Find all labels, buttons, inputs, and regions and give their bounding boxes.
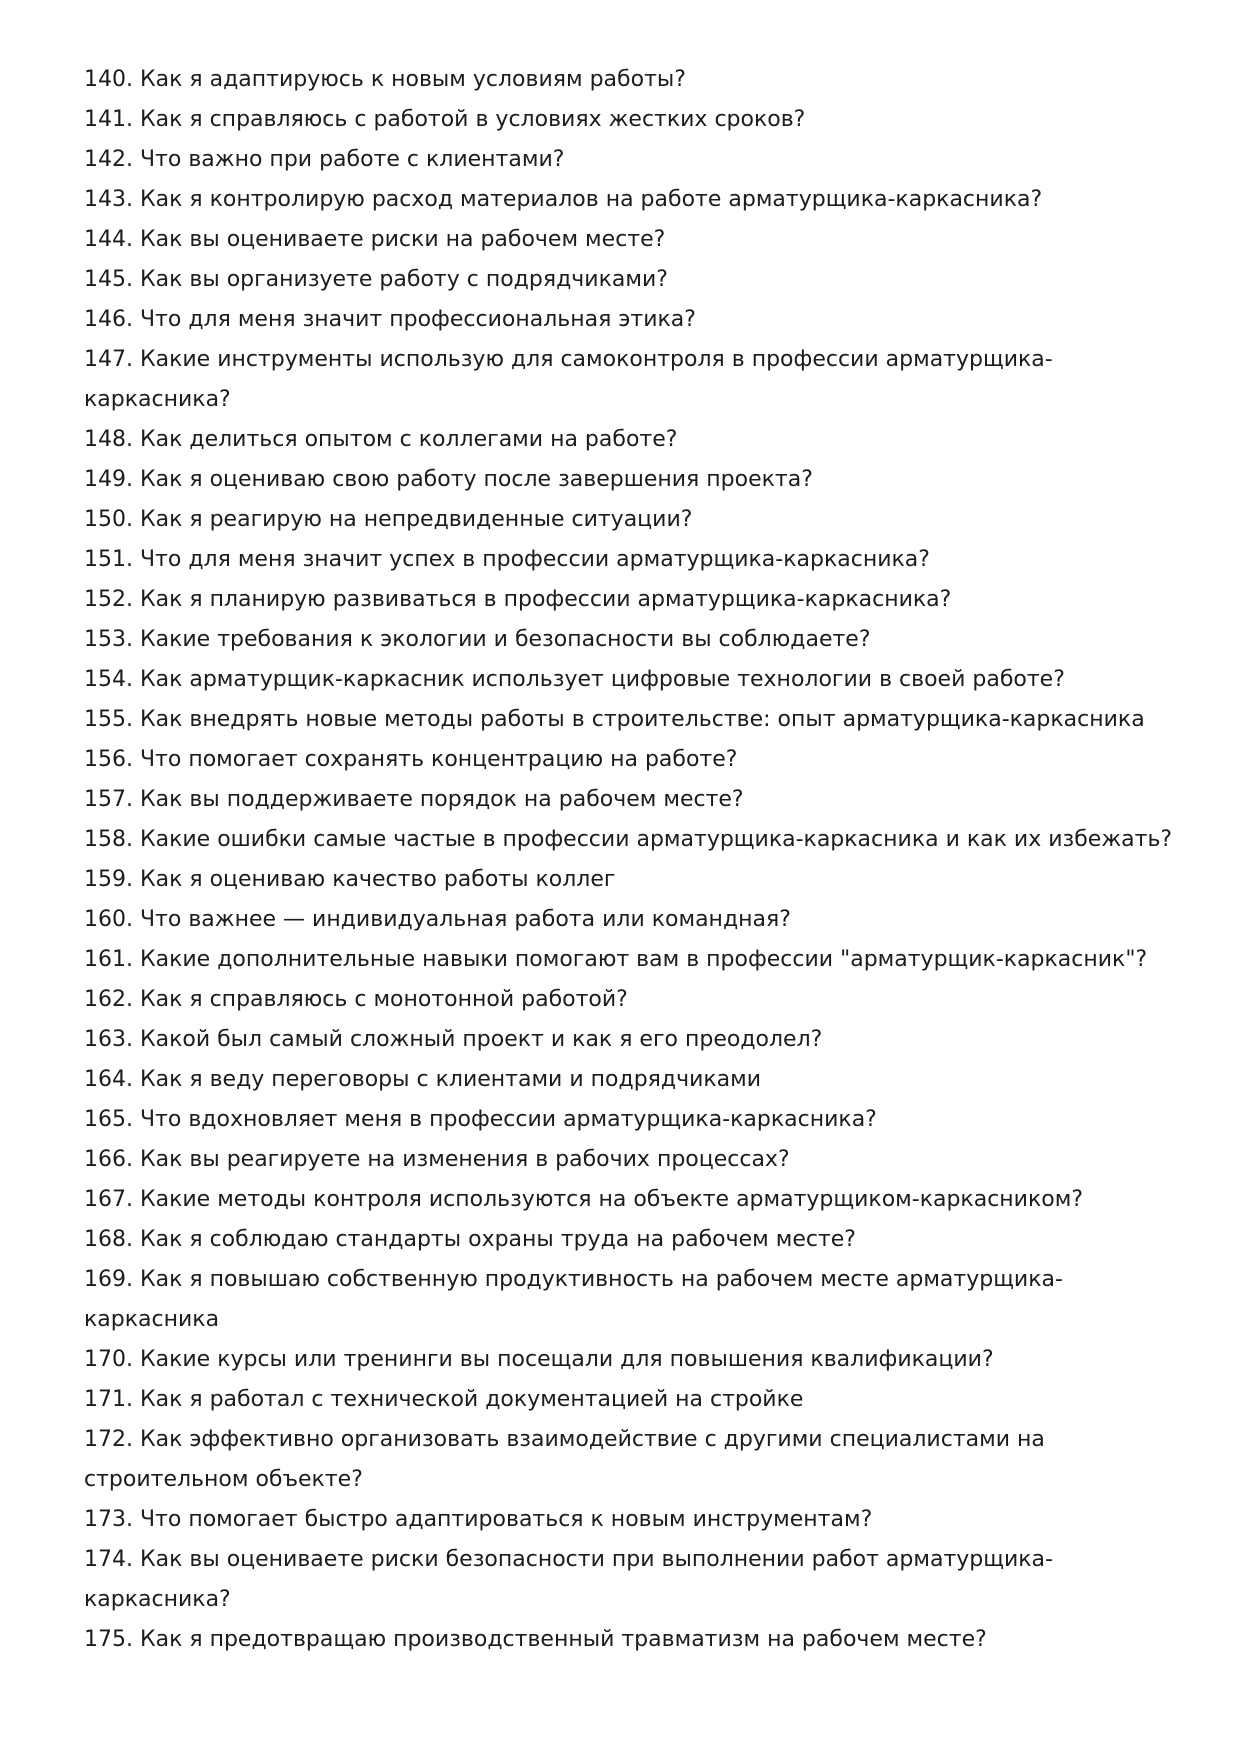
list-item: 155. Как внедрять новые методы работы в строительстве: опыт арматурщика-каркасника xyxy=(84,707,1145,732)
list-item: 170. Какие курсы или тренинги вы посещали для повышения квалификации? xyxy=(84,1347,994,1372)
list-item: 140. Как я адаптируюсь к новым условиям работы? xyxy=(84,67,686,92)
list-item: 151. Что для меня значит успех в профессии арматурщика-каркасника? xyxy=(84,547,930,572)
list-item: 171. Как я работал с технической документацией на стройке xyxy=(84,1387,804,1412)
list-item: 144. Как вы оцениваете риски на рабочем месте? xyxy=(84,227,666,252)
question-list xyxy=(84,60,1184,1660)
list-item: 158. Какие ошибки самые частые в профессии арматурщика-каркасника и как их избежать? xyxy=(84,827,1173,852)
list-item: 167. Какие методы контроля используются на объекте арматурщиком-каркасником? xyxy=(84,1187,1084,1212)
list-item: 143. Как я контролирую расход материалов на работе арматурщика-каркасника? xyxy=(84,187,1043,212)
list-item: 166. Как вы реагируете на изменения в рабочих процессах? xyxy=(84,1147,790,1172)
list-item: 172. Как эффективно организовать взаимодействие с другими специалистами на строительном объекте? xyxy=(84,1427,1045,1492)
list-item: 150. Как я реагирую на непредвиденные ситуации? xyxy=(84,507,693,532)
list-item: 154. Как арматурщик-каркасник использует цифровые технологии в своей работе? xyxy=(84,667,1065,692)
list-item: 145. Как вы организуете работу с подрядчиками? xyxy=(84,267,668,292)
list-item: 165. Что вдохновляет меня в профессии арматурщика-каркасника? xyxy=(84,1107,877,1132)
list-item: 169. Как я повышаю собственную продуктивность на рабочем месте арматурщика- каркасника xyxy=(84,1267,1063,1332)
list-item: 162. Как я справляюсь с монотонной работой? xyxy=(84,987,628,1012)
list-item: 157. Как вы поддерживаете порядок на рабочем месте? xyxy=(84,787,744,812)
list-item: 160. Что важнее — индивидуальная работа или командная? xyxy=(84,907,791,932)
list-item: 163. Какой был самый сложный проект и как я его преодолел? xyxy=(84,1027,823,1052)
list-item: 141. Как я справляюсь с работой в условиях жестких сроков? xyxy=(84,107,806,132)
list-item: 148. Как делиться опытом с коллегами на работе? xyxy=(84,427,678,452)
list-item: 156. Что помогает сохранять концентрацию на работе? xyxy=(84,747,738,772)
list-item: 149. Как я оцениваю свою работу после завершения проекта? xyxy=(84,467,813,492)
list-item: 152. Как я планирую развиваться в профессии арматурщика-каркасника? xyxy=(84,587,952,612)
document-page xyxy=(84,60,1184,1660)
list-item: 159. Как я оцениваю качество работы коллег xyxy=(84,867,616,892)
list-item: 164. Как я веду переговоры с клиентами и подрядчиками xyxy=(84,1067,762,1092)
list-item: 175. Как я предотвращаю производственный травматизм на рабочем месте? xyxy=(84,1627,987,1652)
list-item: 173. Что помогает быстро адаптироваться к новым инструментам? xyxy=(84,1507,873,1532)
list-item: 168. Как я соблюдаю стандарты охраны труда на рабочем месте? xyxy=(84,1227,856,1252)
list-item: 153. Какие требования к экологии и безопасности вы соблюдаете? xyxy=(84,627,871,652)
list-item: 174. Как вы оцениваете риски безопасности при выполнении работ арматурщика- каркасника? xyxy=(84,1547,1053,1612)
list-item: 146. Что для меня значит профессиональная этика? xyxy=(84,307,696,332)
list-item: 161. Какие дополнительные навыки помогают вам в профессии "арматурщик-каркасник"? xyxy=(84,947,1148,972)
list-item: 142. Что важно при работе с клиентами? xyxy=(84,147,565,172)
list-item: 147. Какие инструменты использую для самоконтроля в профессии арматурщика- каркасника? xyxy=(84,347,1053,412)
